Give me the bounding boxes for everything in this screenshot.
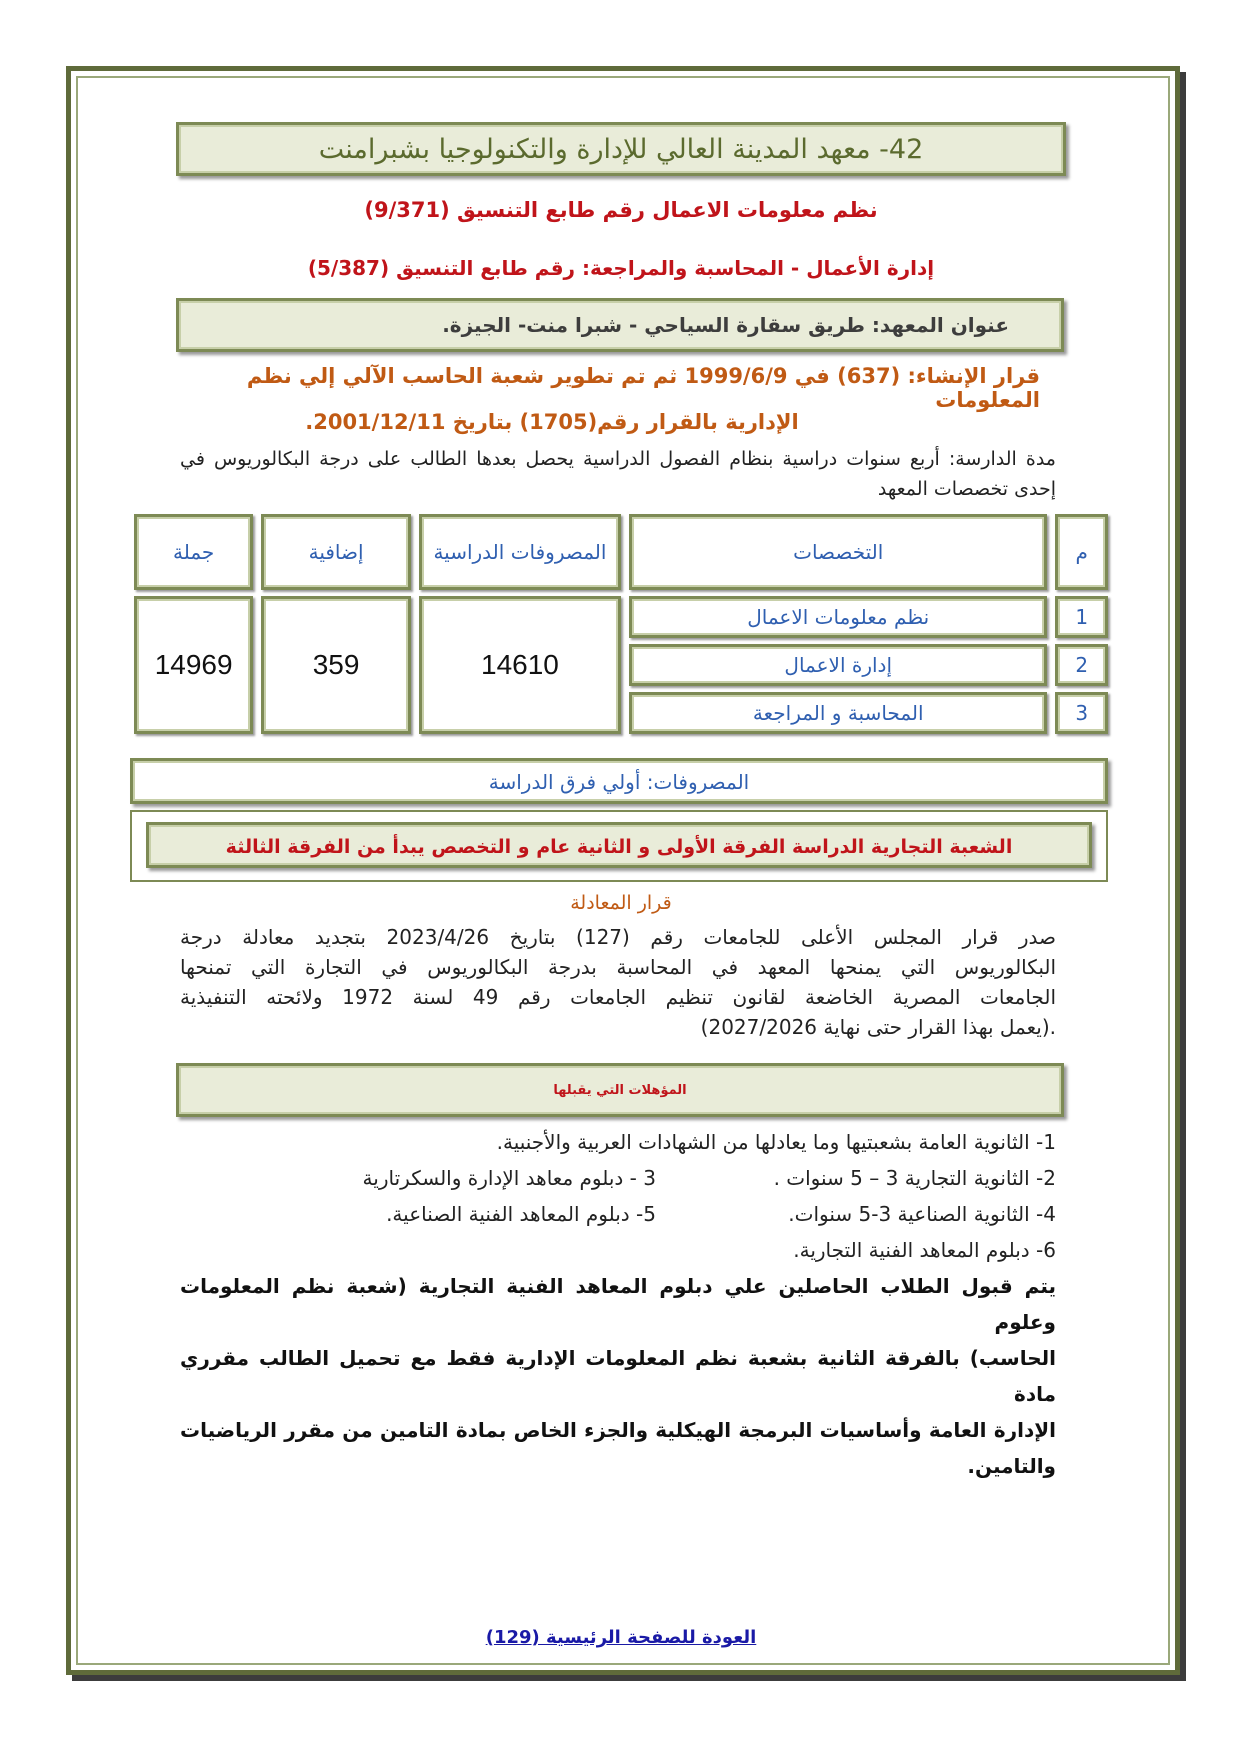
program-heading-1: نظم معلومات الاعمال رقم طابع التنسيق (9/371) [364,198,878,222]
program-heading-2: إدارة الأعمال - المحاسبة والمراجعة: رقم طابع التنسيق (5/387) [307,256,935,280]
equivalence-line: الجامعات المصرية الخاضعة لقانون تنظيم الجامعات رقم 49 لسنة 1972 ولائحته التنفيذية [180,985,1056,1009]
row-name-1: نظم معلومات الاعمال [629,596,1047,638]
additional-value: 359 [261,596,411,734]
admission-line: والتامين. [967,1454,1056,1478]
equivalence-text [180,922,1056,1042]
header-tuition: المصروفات الدراسية [419,514,621,590]
back-to-home-link[interactable]: العودة للصفحة الرئيسية (129) [485,1627,757,1648]
address-box [176,298,1064,352]
qualification-5: 5- دبلوم المعاهد الفنية الصناعية. [386,1202,656,1226]
fees-table [126,508,1116,740]
row-index-2: 2 [1055,644,1108,686]
equivalence-line: البكالوريوس التي يمنحها المعهد في المحاسبة بدرجة البكالوريوس في التجارة التي تمنحها [180,955,1056,979]
address-text: عنوان المعهد: طريق سقارة السياحي - شبرا منت- الجيزة. [442,313,1009,337]
admission-line: الحاسب) بالفرقة الثانية بشعبة نظم المعلومات الإدارية فقط مع تحميل الطالب مقرري مادة [180,1346,1056,1406]
row-name-3: المحاسبة و المراجعة [629,692,1047,734]
decree-line-1: قرار الإنشاء: (637) في 1999/6/9 ثم تم تطوير شعبة الحاسب الآلي إلي نظم المعلومات [246,364,1040,412]
equivalence-title: قرار المعادلة [570,892,672,914]
header-additional: إضافية [261,514,411,590]
qualification-3: 3 - دبلوم معاهد الإدارة والسكرتارية [362,1166,656,1190]
study-duration: مدة الدارسة: أربع سنوات دراسية بنظام الفصول الدراسية يحصل بعدها الطالب على درجة البكالوريوس في إحدى تخصصات المعهد [180,448,1056,500]
total-value: 14969 [134,596,253,734]
fees-footer-band [130,758,1108,804]
header-index: م [1055,514,1108,590]
qualification-4: 4- الثانوية الصناعية 3-5 سنوات. [788,1202,1056,1226]
row-index-1: 1 [1055,596,1108,638]
equivalence-line: صدر قرار المجلس الأعلى للجامعات رقم (127) بتاريخ 2023/4/26 بتجديد معادلة درجة [180,925,1057,949]
admission-line: الإدارة العامة وأساسيات البرمجة الهيكلية والجزء الخاص بمادة التامين من مقرر الرياضيات [180,1418,1056,1442]
qualifications-title: المؤهلات التي يقبلها [553,1083,687,1098]
equivalence-line: .(يعمل بهذا القرار حتى نهاية 2027/2026) [700,1015,1056,1039]
row-name-2: إدارة الاعمال [629,644,1047,686]
branch-note-box [146,822,1092,868]
admission-note [180,1268,1056,1484]
qualification-row-2 [180,1160,1056,1196]
row-index-3: 3 [1055,692,1108,734]
back-link-container [0,1627,1242,1648]
qualifications-title-box [176,1063,1064,1117]
admission-line: يتم قبول الطلاب الحاصلين علي دبلوم المعاهد الفنية التجارية (شعبة نظم المعلومات وعلوم [180,1274,1056,1334]
header-specializations: التخصصات [629,514,1047,590]
decree-line-2: الإدارية بالقرار رقم(1705) بتاريخ 2001/12/11. [305,410,799,434]
header-total: جملة [134,514,253,590]
fees-footer: المصروفات: أولي فرق الدراسة [488,770,750,794]
qualification-row-3 [180,1196,1056,1232]
institute-title-box [176,122,1066,176]
qualification-1: 1- الثانوية العامة بشعبتيها وما يعادلها من الشهادات العربية والأجنبية. [496,1130,1056,1154]
qualification-2: 2- الثانوية التجارية 3 – 5 سنوات . [773,1166,1056,1190]
branch-note: الشعبة التجارية الدراسة الفرقة الأولى و الثانية عام و التخصص يبدأ من الفرقة الثالثة [225,836,1013,858]
institute-title: 42- معهد المدينة العالي للإدارة والتكنولوجيا بشبرامنت [318,134,924,165]
qualifications-list [180,1124,1056,1268]
qualification-6: 6- دبلوم المعاهد الفنية التجارية. [793,1238,1056,1262]
tuition-value: 14610 [419,596,621,734]
